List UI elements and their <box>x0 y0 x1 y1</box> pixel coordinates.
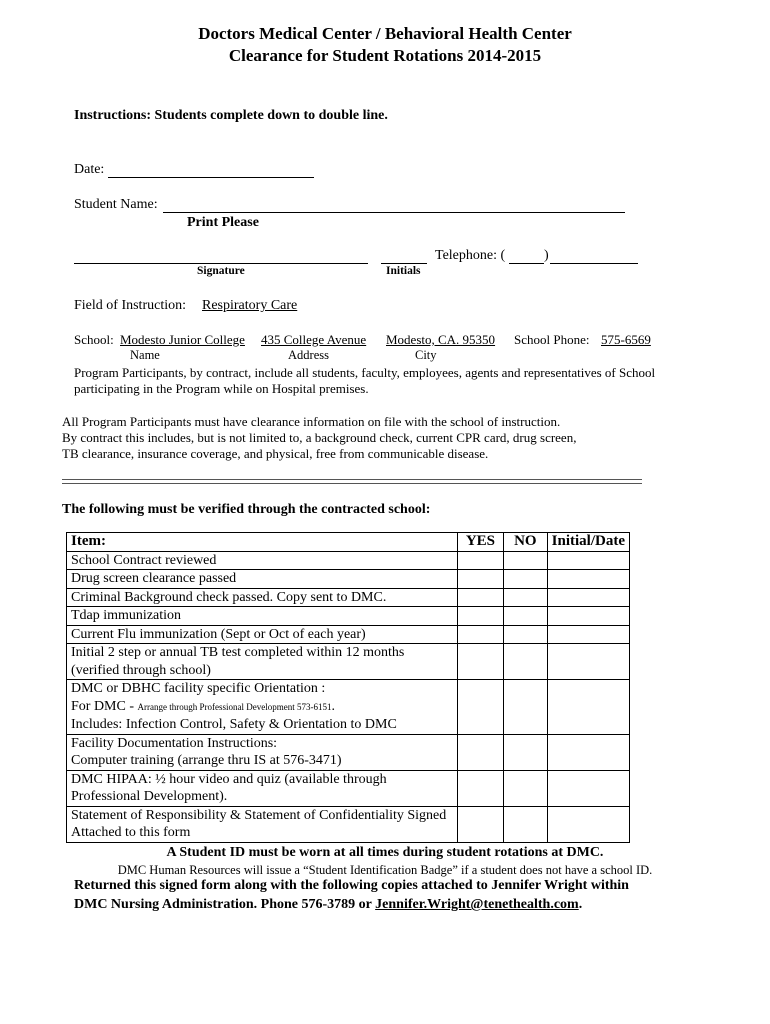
item-hipaa <box>67 770 458 806</box>
initials-field[interactable] <box>381 263 427 264</box>
no-cell[interactable] <box>504 551 548 570</box>
school-phone-label: School Phone: <box>514 332 590 347</box>
orientation-period: . <box>331 698 335 714</box>
yes-cell[interactable] <box>457 607 503 626</box>
table-row <box>67 551 630 570</box>
table-header-row <box>67 533 630 552</box>
item-tb-test-line2: (verified through school) <box>71 662 211 678</box>
item-documentation <box>67 734 458 770</box>
participants-text-line2: participating in the Program while on Hospital premises. <box>74 381 369 396</box>
participants-text-line1: Program Participants, by contract, include all students, faculty, employees, agents and representatives of School <box>74 365 656 380</box>
initial-date-cell[interactable] <box>547 770 629 806</box>
yes-cell[interactable] <box>457 644 503 680</box>
telephone-number-field[interactable] <box>550 263 638 264</box>
initial-date-cell[interactable] <box>547 551 629 570</box>
return-instructions-line2 <box>74 897 582 913</box>
table-row <box>67 734 630 770</box>
item-flu: Current Flu immunization (Sept or Oct of each year) <box>67 625 458 644</box>
initial-date-cell[interactable] <box>547 644 629 680</box>
initial-date-cell[interactable] <box>547 607 629 626</box>
item-hipaa-line2: Professional Development). <box>71 789 228 804</box>
no-cell[interactable] <box>504 644 548 680</box>
initial-date-cell[interactable] <box>547 680 629 735</box>
item-drug-screen: Drug screen clearance passed <box>67 570 458 589</box>
date-label: Date: <box>74 162 105 177</box>
no-cell[interactable] <box>504 680 548 735</box>
return-period: . <box>578 897 583 912</box>
table-row <box>67 806 630 842</box>
item-header: Item: <box>67 533 458 552</box>
no-cell[interactable] <box>504 625 548 644</box>
table-row <box>67 625 630 644</box>
school-phone: 575-6569 <box>601 332 651 347</box>
clearance-checklist-table <box>66 532 630 843</box>
yes-cell[interactable] <box>457 588 503 607</box>
orientation-for-dmc: For DMC - <box>71 698 138 714</box>
no-cell[interactable] <box>504 607 548 626</box>
verified-heading: The following must be verified through the contracted school: <box>62 502 431 517</box>
initial-date-header: Initial/Date <box>547 533 629 552</box>
item-documentation-line2: Computer training (arrange thru IS at 576-3471) <box>71 753 342 768</box>
yes-cell[interactable] <box>457 734 503 770</box>
no-cell[interactable] <box>504 588 548 607</box>
clearance-text-line2: By contract this includes, but is not limited to, a background check, current CPR card, drug screen, <box>62 430 577 445</box>
date-field[interactable] <box>108 177 314 178</box>
item-orientation-line3: Includes: Infection Control, Safety & Orientation to DMC <box>71 717 397 732</box>
telephone-label: Telephone: ( <box>435 248 506 263</box>
initial-date-cell[interactable] <box>547 625 629 644</box>
initial-date-cell[interactable] <box>547 734 629 770</box>
badge-note: DMC Human Resources will issue a “Student Identification Badge” if a student does not have a school ID. <box>117 863 653 877</box>
no-cell[interactable] <box>504 734 548 770</box>
table-row <box>67 607 630 626</box>
instructions: Instructions: Students complete down to double line. <box>74 108 388 123</box>
item-orientation-line1: DMC or DBHC facility specific Orientation : <box>71 681 326 696</box>
telephone-close-paren: ) <box>544 248 549 263</box>
yes-cell[interactable] <box>457 770 503 806</box>
student-id-notice: A Student ID must be worn at all times during student rotations at DMC. <box>166 845 604 860</box>
clearance-text-line1: All Program Participants must have clearance information on file with the school of instruction. <box>62 414 561 429</box>
yes-cell[interactable] <box>457 806 503 842</box>
clearance-text-line3: TB clearance, insurance coverage, and physical, free from communicable disease. <box>62 446 489 461</box>
document-subtitle: Clearance for Student Rotations 2014-2015 <box>228 46 542 65</box>
initial-date-cell[interactable] <box>547 570 629 589</box>
field-of-instruction-value: Respiratory Care <box>202 298 298 313</box>
city-caption: City <box>415 348 437 362</box>
yes-cell[interactable] <box>457 625 503 644</box>
initials-caption: Initials <box>386 265 421 277</box>
table-row <box>67 770 630 806</box>
return-phone-text: DMC Nursing Administration. Phone 576-3789 or <box>74 897 376 912</box>
item-school-contract: School Contract reviewed <box>67 551 458 570</box>
item-tb-test-line1: Initial 2 step or annual TB test completed within 12 months <box>71 645 405 660</box>
no-cell[interactable] <box>504 770 548 806</box>
item-statement-line1: Statement of Responsibility & Statement of Confidentiality Signed <box>71 807 447 823</box>
table-row <box>67 588 630 607</box>
name-caption: Name <box>130 348 160 362</box>
table-row <box>67 644 630 680</box>
student-name-label: Student Name: <box>74 197 158 212</box>
yes-cell[interactable] <box>457 551 503 570</box>
yes-cell[interactable] <box>457 570 503 589</box>
table-row <box>67 570 630 589</box>
no-cell[interactable] <box>504 806 548 842</box>
no-cell[interactable] <box>504 570 548 589</box>
initial-date-cell[interactable] <box>547 806 629 842</box>
school-address: 435 College Avenue <box>261 332 367 347</box>
print-please-caption: Print Please <box>187 215 259 230</box>
field-of-instruction-label: Field of Instruction: <box>74 298 186 313</box>
item-background-check: Criminal Background check passed. Copy sent to DMC. <box>67 588 458 607</box>
item-hipaa-line1: DMC HIPAA: ½ hour video and quiz (available through <box>71 771 387 787</box>
item-orientation <box>67 680 458 735</box>
school-label: School: <box>74 332 114 347</box>
yes-cell[interactable] <box>457 680 503 735</box>
address-caption: Address <box>288 348 329 362</box>
initial-date-cell[interactable] <box>547 588 629 607</box>
signature-field[interactable] <box>74 263 368 264</box>
signature-caption: Signature <box>197 265 245 277</box>
table-row <box>67 680 630 735</box>
double-line-divider <box>62 479 642 484</box>
item-statement-line2: Attached to this form <box>71 825 191 840</box>
orientation-arrange-note: Arrange through Professional Development 573-6151 <box>137 701 332 712</box>
return-instructions-line1: Returned this signed form along with the following copies attached to Jennifer Wright within <box>74 878 629 893</box>
document-title: Doctors Medical Center / Behavioral Health Center <box>198 24 572 43</box>
contact-email-link[interactable]: Jennifer.Wright@tenethealth.com <box>375 897 579 912</box>
yes-header: YES <box>457 533 503 552</box>
item-orientation-line2 <box>71 698 453 717</box>
school-name: Modesto Junior College <box>120 332 245 347</box>
telephone-area-code-field[interactable] <box>509 263 544 264</box>
item-tdap: Tdap immunization <box>67 607 458 626</box>
item-tb-test <box>67 644 458 680</box>
item-statement <box>67 806 458 842</box>
school-city: Modesto, CA. 95350 <box>386 332 496 347</box>
no-header: NO <box>504 533 548 552</box>
item-documentation-line1: Facility Documentation Instructions: <box>71 735 278 751</box>
student-name-field[interactable] <box>163 212 625 213</box>
